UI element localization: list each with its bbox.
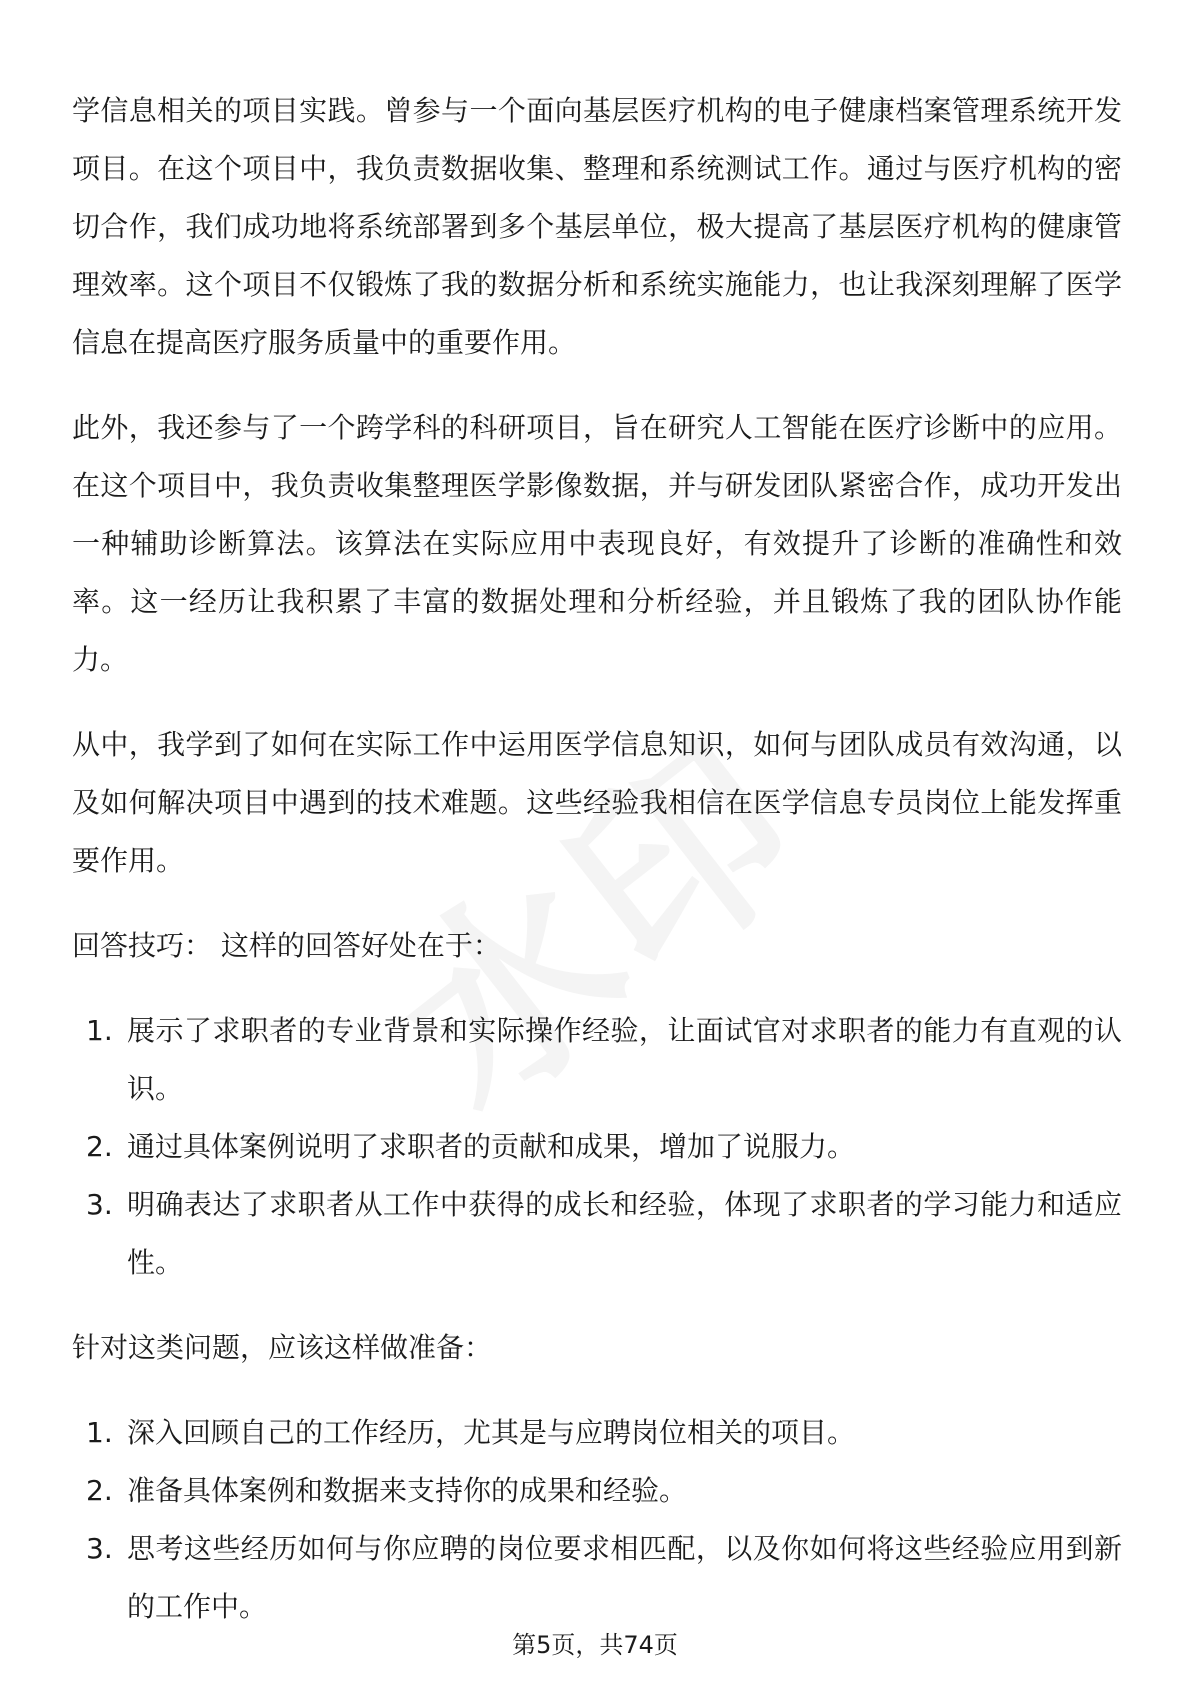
list-item-number: 3. [86, 1532, 113, 1565]
preparation-list [72, 1404, 1122, 1636]
list-item-text: 明确表达了求职者从工作中获得的成长和经验，体现了求职者的学习能力和适应性。 [127, 1188, 1122, 1279]
list-item [72, 1118, 1122, 1176]
answer-tips-list [72, 1002, 1122, 1292]
paragraph-project-experience: 学信息相关的项目实践。曾参与一个面向基层医疗机构的电子健康档案管理系统开发项目。在这个项目中，我负责数据收集、整理和系统测试工作。通过与医疗机构的密切合作，我们成功地将系统部署到多个基层单位，极大提高了基层医疗机构的健康管理效率。这个项目不仅锻炼了我的数据分析和系统实施能力，也让我深刻理解了医学信息在提高医疗服务质量中的重要作用。 [72, 94, 1122, 359]
paragraph-lessons-learned: 从中，我学到了如何在实际工作中运用医学信息知识，如何与团队成员有效沟通，以及如何解决项目中遇到的技术难题。这些经验我相信在医学信息专员岗位上能发挥重要作用。 [72, 728, 1122, 877]
list-item-number: 2. [86, 1474, 113, 1507]
page-number-footer: 第5页，共74页 [512, 1631, 678, 1659]
list-item-text: 准备具体案例和数据来支持你的成果和经验。 [127, 1474, 688, 1507]
list-item [72, 1176, 1122, 1292]
list-item [72, 1404, 1122, 1462]
list-item [72, 1002, 1122, 1118]
list-item [72, 1520, 1122, 1636]
list-item-number: 1. [86, 1014, 113, 1047]
list-item-text: 深入回顾自己的工作经历，尤其是与应聘岗位相关的项目。 [127, 1416, 856, 1449]
list-item [72, 1462, 1122, 1520]
list-item-text: 通过具体案例说明了求职者的贡献和成果，增加了说服力。 [127, 1130, 856, 1163]
preparation-heading: 针对这类问题，应该这样做准备： [72, 1331, 493, 1364]
list-item-text: 展示了求职者的专业背景和实际操作经验，让面试官对求职者的能力有直观的认识。 [127, 1014, 1122, 1105]
list-item-number: 1. [86, 1416, 113, 1449]
list-item-text: 思考这些经历如何与你应聘的岗位要求相匹配，以及你如何将这些经验应用到新的工作中。 [127, 1532, 1122, 1623]
answer-tips-heading: 回答技巧： 这样的回答好处在于： [72, 929, 501, 962]
list-item-number: 3. [86, 1188, 113, 1221]
document-body [72, 82, 1122, 1636]
paragraph-research-project: 此外，我还参与了一个跨学科的科研项目，旨在研究人工智能在医疗诊断中的应用。在这个项目中，我负责收集整理医学影像数据，并与研发团队紧密合作，成功开发出一种辅助诊断算法。该算法在实际应用中表现良好，有效提升了诊断的准确性和效率。这一经历让我积累了丰富的数据处理和分析经验，并且锻炼了我的团队协作能力。 [72, 411, 1122, 676]
list-item-number: 2. [86, 1130, 113, 1163]
